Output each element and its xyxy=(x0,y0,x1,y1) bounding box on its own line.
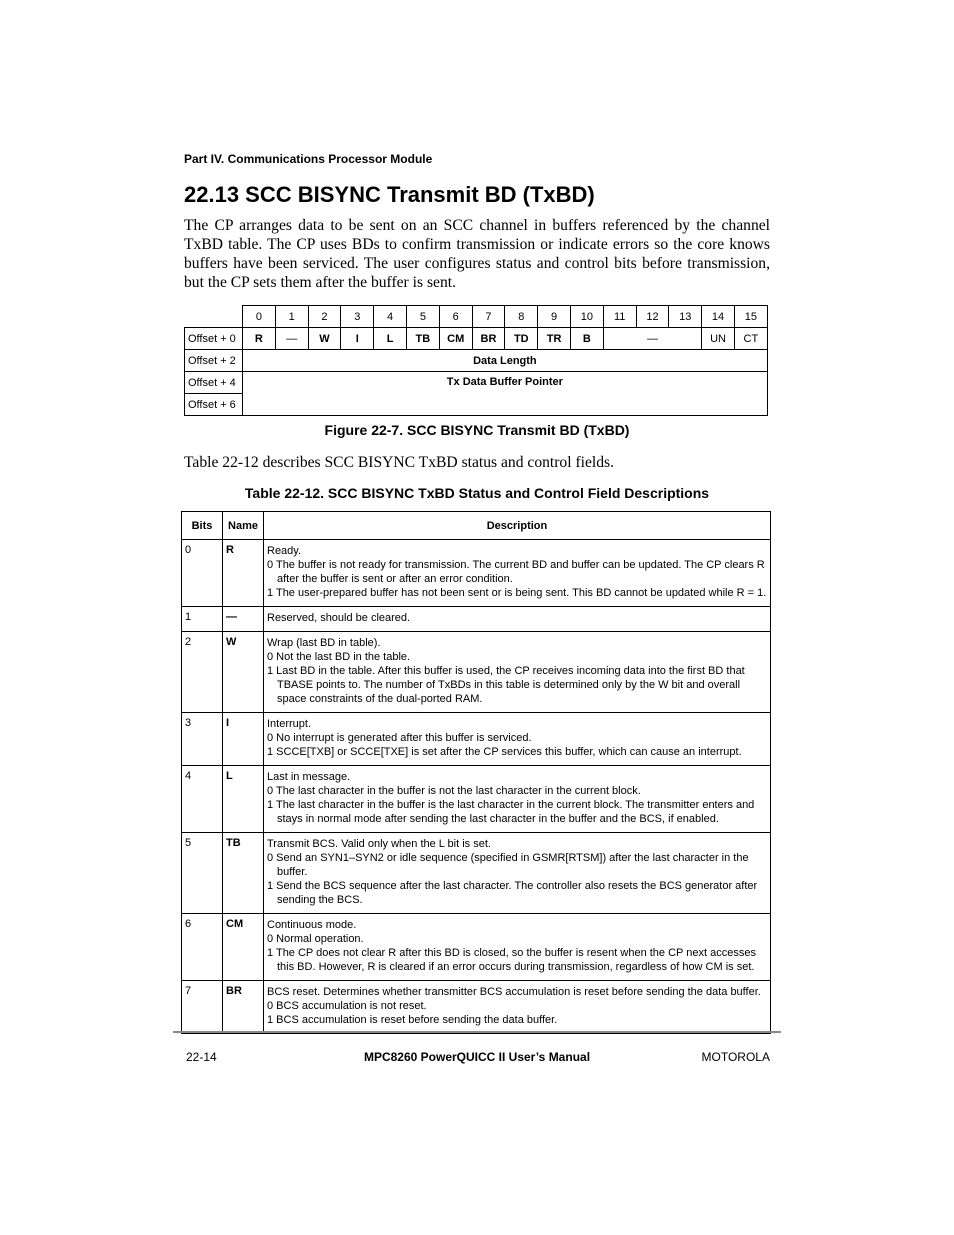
field-i: I xyxy=(341,328,374,350)
description-option: 0 Send an SYN1–SYN2 or idle sequence (specified in GSMR[RTSM]) after the last character in the buffer. xyxy=(267,852,749,878)
row-description xyxy=(264,766,771,833)
footer-rule xyxy=(173,1031,781,1033)
description-lead: Ready. xyxy=(267,545,302,557)
row-bits: 1 xyxy=(182,607,223,632)
row-name: W xyxy=(223,632,264,713)
field-b: B xyxy=(570,328,603,350)
table-row xyxy=(182,713,771,766)
bit-number: 15 xyxy=(734,306,767,328)
field-reserved-11-13: — xyxy=(603,328,701,350)
offset-label: Offset + 2 xyxy=(185,350,243,372)
intro-paragraph: The CP arranges data to be sent on an SCC channel in buffers referenced by the channel TxBD table. The CP uses BDs to confirm transmission or indicate errors so the core knows buffers have been serviced. The user configures status and control bits before transmission, but the CP sets them after the buffer is sent. xyxy=(184,217,770,291)
vendor-name: MOTOROLA xyxy=(701,1050,770,1064)
description-option: 0 BCS accumulation is not reset. xyxy=(267,1000,427,1012)
column-header-name: Name xyxy=(223,512,264,540)
row-description xyxy=(264,540,771,607)
row-name: CM xyxy=(223,914,264,981)
field-td: TD xyxy=(505,328,538,350)
description-lead: Transmit BCS. Valid only when the L bit is set. xyxy=(267,838,491,850)
offset-label: Offset + 4 xyxy=(185,372,243,394)
bit-number: 5 xyxy=(406,306,439,328)
field-r: R xyxy=(243,328,276,350)
section-title: 22.13 SCC BISYNC Transmit BD (TxBD) xyxy=(184,182,595,207)
figure-caption: Figure 22-7. SCC BISYNC Transmit BD (TxBD) xyxy=(324,422,630,438)
description-option: 0 Normal operation. xyxy=(267,933,364,945)
bit-number: 7 xyxy=(472,306,505,328)
row-bits: 4 xyxy=(182,766,223,833)
part-header: Part IV. Communications Processor Module xyxy=(184,152,433,166)
description-option: 1 The user-prepared buffer has not been sent or is being sent. This BD cannot be updated while R = 1. xyxy=(267,587,767,599)
field-br: BR xyxy=(472,328,505,350)
offset-label: Offset + 6 xyxy=(185,394,243,416)
field-cm: CM xyxy=(439,328,472,350)
description-lead: Interrupt. xyxy=(267,718,312,730)
manual-title: MPC8260 PowerQUICC II User’s Manual xyxy=(363,1050,591,1064)
description-option: 1 Send the BCS sequence after the last character. The controller also resets the BCS generator after sending the BCS. xyxy=(267,880,758,906)
bit-number: 2 xyxy=(308,306,341,328)
blank-cell xyxy=(185,306,243,328)
offset-0-row xyxy=(185,328,768,350)
row-description xyxy=(264,914,771,981)
row-bits: 5 xyxy=(182,833,223,914)
column-header-description: Description xyxy=(264,512,771,540)
row-name: TB xyxy=(223,833,264,914)
txbd-register-figure xyxy=(184,305,768,416)
bit-number-row xyxy=(185,306,768,328)
field-w: W xyxy=(308,328,341,350)
field-tb: TB xyxy=(406,328,439,350)
description-lead: Last in message. xyxy=(267,771,351,783)
description-option: 1 BCS accumulation is reset before sending the data buffer. xyxy=(267,1014,558,1026)
description-option: 1 SCCE[TXB] or SCCE[TXE] is set after the CP services this buffer, which can cause an interrupt. xyxy=(267,746,742,758)
offset-4-row xyxy=(185,372,768,394)
bit-number: 6 xyxy=(439,306,472,328)
bit-number: 13 xyxy=(669,306,702,328)
bit-number: 12 xyxy=(636,306,669,328)
page-number: 22-14 xyxy=(186,1050,217,1064)
row-bits: 2 xyxy=(182,632,223,713)
field-un: UN xyxy=(702,328,735,350)
bit-number: 0 xyxy=(243,306,276,328)
description-option: 1 The last character in the buffer is the last character in the current block. The transmitter enters and stays in normal mode after sending the last character in the buffer and the BCS, if enabled. xyxy=(267,799,755,825)
table-row xyxy=(182,540,771,607)
field-l: L xyxy=(374,328,407,350)
description-option: 0 The last character in the buffer is not the last character in the current block. xyxy=(267,785,641,797)
table-header-row xyxy=(182,512,771,540)
field-tr: TR xyxy=(538,328,571,350)
field-ct: CT xyxy=(734,328,767,350)
field-data-length: Data Length xyxy=(243,350,768,372)
table-row xyxy=(182,607,771,632)
table-row xyxy=(182,766,771,833)
description-lead: BCS reset. Determines whether transmitter BCS accumulation is reset before sending the data buffer. xyxy=(267,986,761,998)
row-name: L xyxy=(223,766,264,833)
bit-number: 1 xyxy=(275,306,308,328)
table-row xyxy=(182,632,771,713)
table-row xyxy=(182,914,771,981)
field-reserved: — xyxy=(275,328,308,350)
offset-label: Offset + 0 xyxy=(185,328,243,350)
description-lead: Wrap (last BD in table). xyxy=(267,637,381,649)
row-name: — xyxy=(223,607,264,632)
row-name: BR xyxy=(223,981,264,1034)
bit-number: 10 xyxy=(570,306,603,328)
bit-number: 8 xyxy=(505,306,538,328)
description-option: 0 No interrupt is generated after this buffer is serviced. xyxy=(267,732,532,744)
row-name: R xyxy=(223,540,264,607)
bit-number: 9 xyxy=(538,306,571,328)
row-description xyxy=(264,607,771,632)
table-row xyxy=(182,833,771,914)
row-bits: 3 xyxy=(182,713,223,766)
description-lead: Reserved, should be cleared. xyxy=(267,612,411,624)
row-bits: 7 xyxy=(182,981,223,1034)
table-body xyxy=(182,540,771,1034)
field-description-table xyxy=(181,511,771,1034)
row-name: I xyxy=(223,713,264,766)
row-bits: 0 xyxy=(182,540,223,607)
table-row xyxy=(182,981,771,1034)
table-caption: Table 22-12. SCC BISYNC TxBD Status and Control Field Descriptions xyxy=(244,485,710,501)
row-description xyxy=(264,713,771,766)
reference-text: Table 22-12 describes SCC BISYNC TxBD status and control fields. xyxy=(184,454,615,471)
field-tx-data-buffer-pointer: Tx Data Buffer Pointer xyxy=(243,372,768,416)
row-description xyxy=(264,632,771,713)
offset-2-row xyxy=(185,350,768,372)
bit-number: 3 xyxy=(341,306,374,328)
description-option: 0 The buffer is not ready for transmission. The current BD and buffer can be updated. The CP clears R after the buffer is sent or after an error condition. xyxy=(267,559,765,585)
row-bits: 6 xyxy=(182,914,223,981)
row-description xyxy=(264,833,771,914)
column-header-bits: Bits xyxy=(182,512,223,540)
description-option: 1 Last BD in the table. After this buffer is used, the CP receives incoming data into the first BD that TBASE points to. The number of TxBDs in this table is determined only by the W bit and overall space constraints of the dual-ported RAM. xyxy=(267,665,745,705)
row-description xyxy=(264,981,771,1034)
description-lead: Continuous mode. xyxy=(267,919,357,931)
description-option: 1 The CP does not clear R after this BD is closed, so the buffer is resent when the CP next accesses this BD. However, R is cleared if an error occurs during transmission, regardless of how CM is set. xyxy=(267,947,756,973)
bit-number: 11 xyxy=(603,306,636,328)
bit-number: 14 xyxy=(702,306,735,328)
description-option: 0 Not the last BD in the table. xyxy=(267,651,411,663)
bit-number: 4 xyxy=(374,306,407,328)
